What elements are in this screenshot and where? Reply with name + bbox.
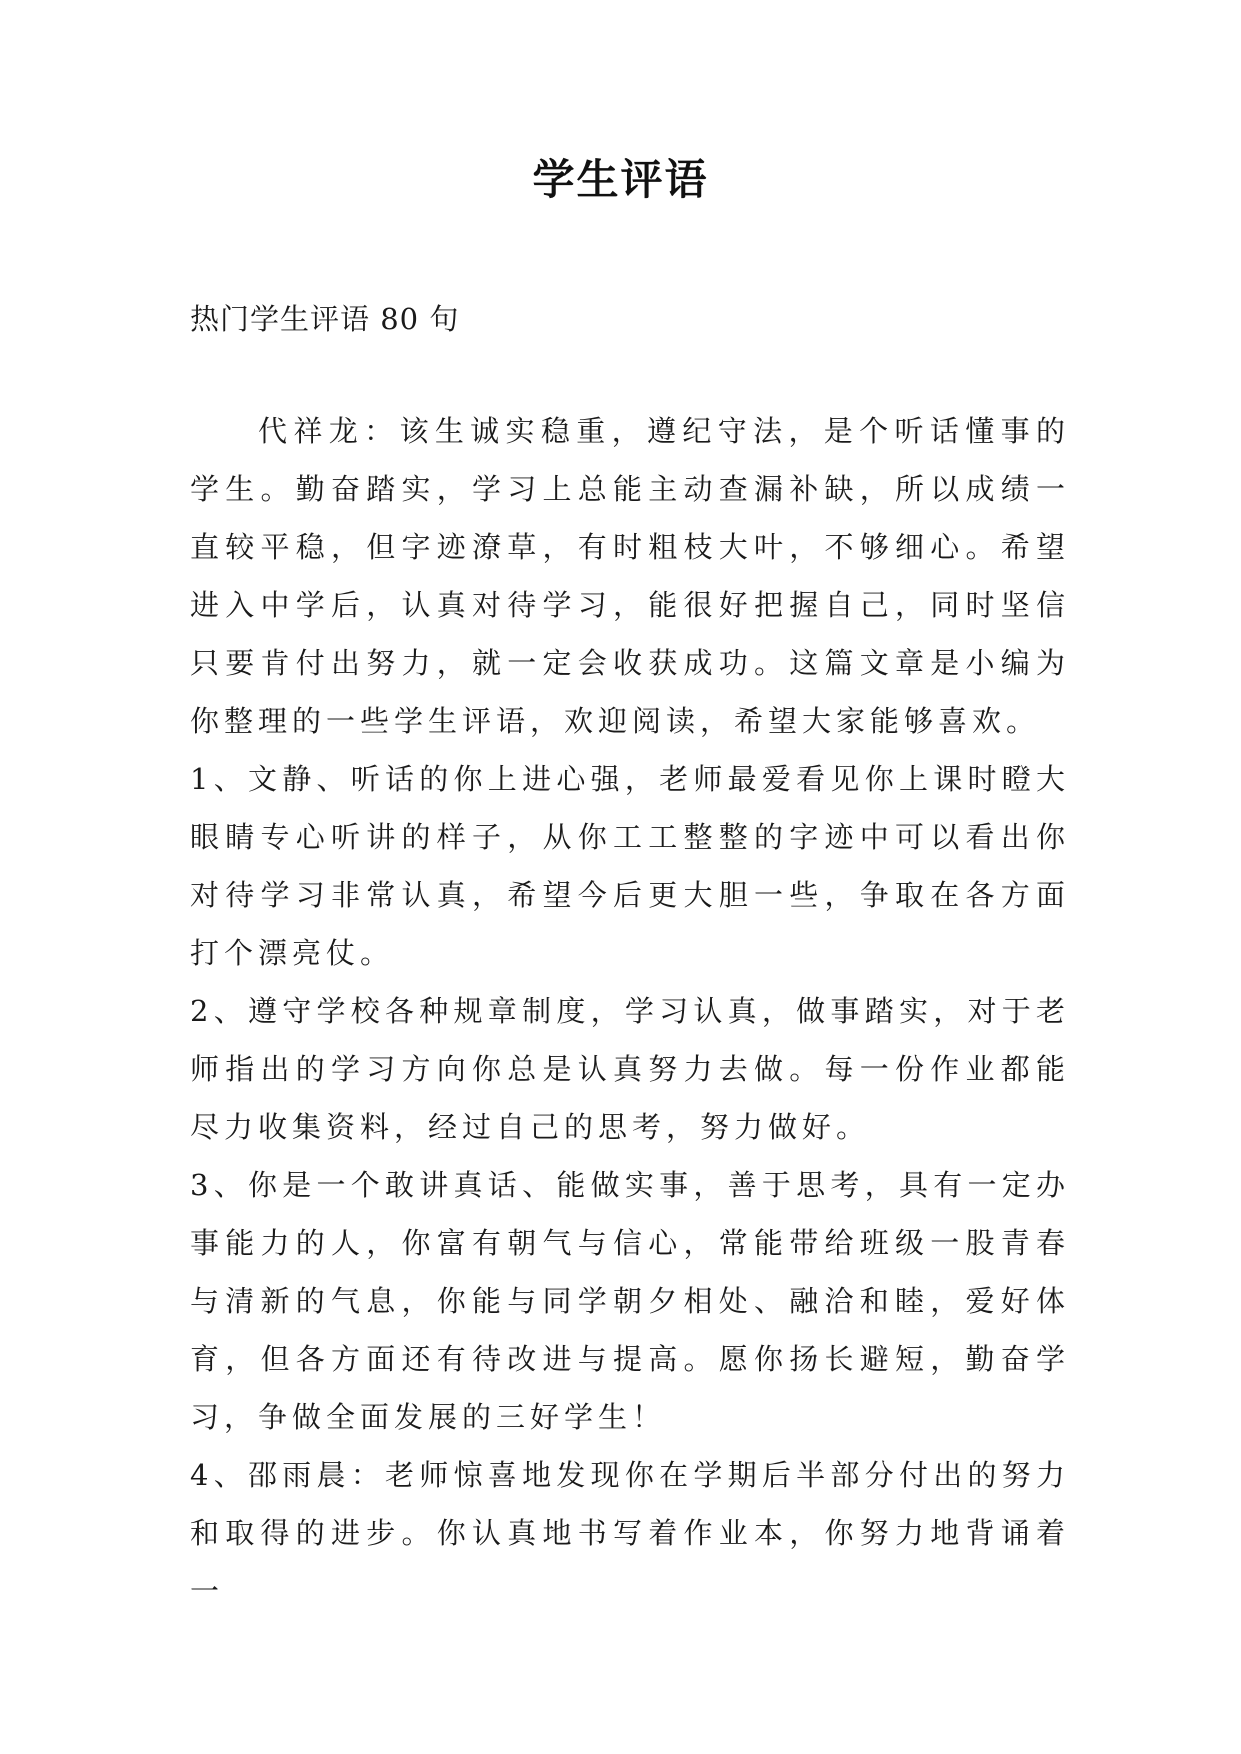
paragraph-item-4: 4、邵雨晨：老师惊喜地发现你在学期后半部分付出的努力和取得的进步。你认真地书写着作业本，你努力地背诵着一 bbox=[190, 1458, 1070, 1608]
paragraph-intro: 代祥龙：该生诚实稳重，遵纪守法，是个听话懂事的学生。勤奋踏实，学习上总能主动查漏补缺，所以成绩一直较平稳，但字迹潦草，有时粗枝大叶，不够细心。希望进入中学后，认真对待学习，能很好把握自己，同时坚信只要肯付出努力，就一定会收获成功。这篇文章是小编为你整理的一些学生评语，欢迎阅读，希望大家能够喜欢。 bbox=[190, 414, 1070, 738]
document-title: 学生评语 bbox=[532, 155, 709, 204]
document-body bbox=[190, 402, 1070, 1620]
paragraph-item-1: 1、文静、听话的你上进心强，老师最爱看见你上课时瞪大眼睛专心听讲的样子，从你工工整整的字迹中可以看出你对待学习非常认真，希望今后更大胆一些，争取在各方面打个漂亮仗。 bbox=[190, 762, 1070, 970]
paragraph-item-2: 2、遵守学校各种规章制度，学习认真，做事踏实，对于老师指出的学习方向你总是认真努力去做。每一份作业都能尽力收集资料，经过自己的思考，努力做好。 bbox=[190, 994, 1070, 1144]
document-subtitle: 热门学生评语 80 句 bbox=[190, 302, 460, 336]
paragraph-item-3: 3、你是一个敢讲真话、能做实事，善于思考，具有一定办事能力的人，你富有朝气与信心，常能带给班级一股青春与清新的气息，你能与同学朝夕相处、融洽和睦，爱好体育，但各方面还有待改进与提高。愿你扬长避短，勤奋学习，争做全面发展的三好学生！ bbox=[190, 1168, 1070, 1434]
